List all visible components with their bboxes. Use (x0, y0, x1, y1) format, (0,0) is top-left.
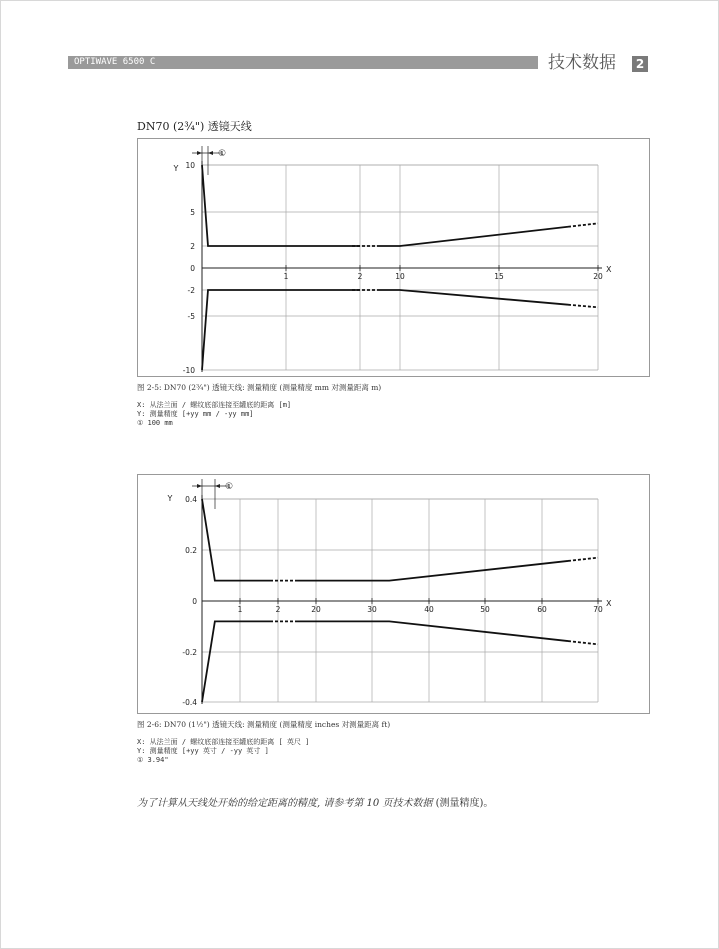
marker-arrow-right (215, 484, 220, 488)
y-axis-label: Y (167, 494, 173, 503)
x-tick-label: 20 (311, 605, 321, 614)
x-tick-label: 60 (537, 605, 547, 614)
marker-arrow-left (197, 484, 202, 488)
y-tick-label: 10 (185, 161, 195, 170)
series-line-lower (202, 621, 270, 702)
chart-frame-inch (137, 474, 650, 714)
header-section-title: 技术数据 (548, 53, 616, 73)
y-tick-label: 2 (190, 242, 195, 251)
marker-label: ① (218, 149, 227, 159)
chart-frame-mm (137, 138, 650, 377)
series-tail-upper (568, 558, 598, 561)
y-axis-label: Y (173, 164, 179, 173)
y-tick-label: 5 (190, 208, 195, 217)
figure-caption-mm: 图 2-5: DN70 (2¾") 透镜天线: 测量精度 (测量精度 mm 对测量距离 m) (137, 383, 382, 392)
series-line-upper-far (378, 227, 568, 246)
x-tick-label: 2 (357, 272, 363, 281)
series-line-lower-far (296, 621, 568, 641)
figure-legend-inch (137, 738, 309, 765)
series-line-lower-far (378, 290, 568, 305)
x-tick-label: 40 (424, 605, 434, 614)
x-tick-label: 1 (283, 272, 289, 281)
y-tick-label: 0.2 (185, 546, 197, 555)
figure-caption-inch: 图 2-6: DN70 (1½") 透镜天线: 测量精度 (测量精度 inches 对测量距离 ft) (137, 720, 391, 729)
y-tick-label: 0 (190, 264, 195, 273)
header-product-bar (68, 56, 538, 69)
chapter-badge: 2 (632, 56, 648, 72)
x-tick-label: 20 (593, 272, 603, 281)
series-line-lower (202, 290, 360, 370)
series-line-upper (202, 499, 270, 581)
legend-y: Y: 测量精度 [+yy 英寸 / -yy 英寸 ] (137, 747, 269, 755)
x-tick-label: 2 (275, 605, 281, 614)
y-tick-label: -0.4 (182, 698, 197, 707)
figure-legend-mm (137, 401, 291, 428)
note-suffix: (测量精度)。 (432, 798, 494, 809)
series-tail-lower (568, 305, 598, 308)
series-line-upper-far (296, 561, 568, 581)
x-tick-label: 30 (367, 605, 377, 614)
x-tick-label: 70 (593, 605, 603, 614)
legend-marker: ① 3.94" (137, 756, 169, 764)
marker-arrow-left (197, 151, 202, 155)
x-axis-label: X (606, 599, 612, 608)
legend-marker: ① 100 mm (137, 419, 173, 427)
note-text: 为了计算从天线处开始的给定距离的精度, 请参考第 10 页技术数据 (137, 798, 433, 809)
marker-label: ① (225, 482, 234, 492)
x-tick-label: 50 (480, 605, 490, 614)
legend-x: X: 从法兰面 / 螺纹底部连接至罐底的距离 [ 英尺 ] (137, 738, 310, 746)
x-tick-label: 15 (494, 272, 504, 281)
legend-x: X: 从法兰面 / 螺纹底部连接至罐底的距离 [m] (137, 401, 292, 409)
y-tick-label: 0 (192, 597, 197, 606)
accuracy-chart-mm (138, 139, 651, 378)
y-tick-label: 0.4 (185, 495, 197, 504)
series-tail-upper (568, 223, 598, 226)
y-tick-label: -10 (182, 366, 195, 375)
y-tick-label: -0.2 (182, 648, 197, 657)
accuracy-chart-inch (138, 475, 651, 715)
x-tick-label: 1 (237, 605, 243, 614)
y-tick-label: -5 (187, 312, 195, 321)
x-tick-label: 10 (395, 272, 405, 281)
x-axis-label: X (606, 265, 612, 274)
legend-y: Y: 测量精度 [+yy mm / -yy mm] (137, 410, 254, 418)
series-tail-lower (568, 641, 598, 644)
section-title: DN70 (2¾") 透镜天线 (137, 120, 252, 133)
y-tick-label: -2 (187, 286, 195, 295)
marker-arrow-right (208, 151, 213, 155)
product-name: OPTIWAVE 6500 C (74, 57, 156, 67)
series-line-upper (202, 165, 360, 246)
accuracy-note (137, 794, 493, 809)
